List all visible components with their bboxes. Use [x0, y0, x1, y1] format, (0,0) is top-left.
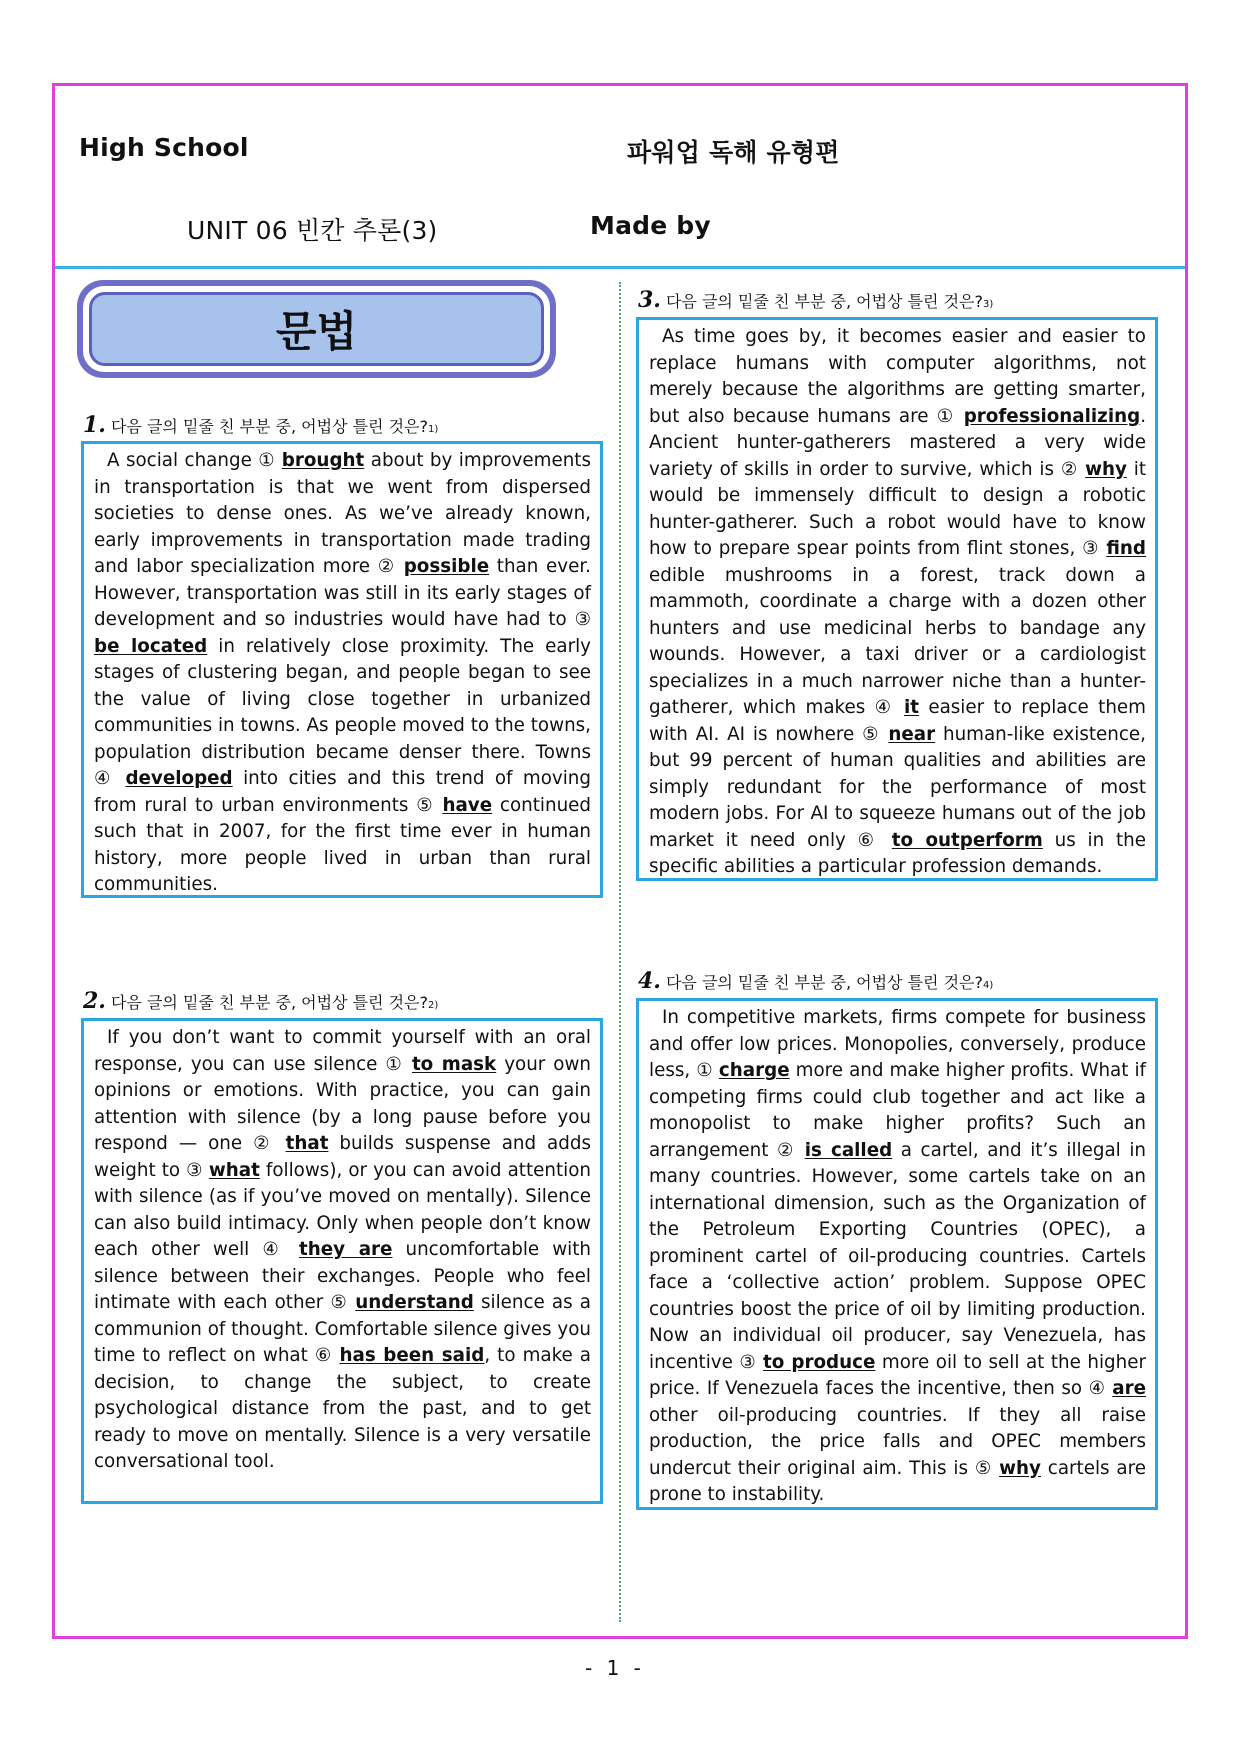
question-number: 1. — [83, 412, 106, 438]
passage-box — [81, 1018, 603, 1504]
underlined-option: have — [442, 794, 493, 816]
underlined-option: why — [1085, 458, 1127, 480]
footnote-marker: 2) — [428, 1000, 439, 1011]
footnote-marker: 4) — [983, 980, 994, 991]
header-level: High School — [79, 133, 249, 162]
underlined-option: charge — [718, 1060, 790, 1081]
question-number: 2. — [83, 988, 106, 1014]
section-title-badge — [77, 280, 556, 378]
underlined-option: to produce — [763, 1351, 876, 1373]
question-title — [83, 412, 438, 438]
question-number: 4. — [638, 968, 661, 994]
passage-text: If you don’t want to commit yourself with an oral response, you can use silence ① to mask your own opinions or emotions. With practice, you can gain attention with silence (by a long pause before you respond — one ② that builds suspense and adds weight to ③ what follows), or you can avoid attention with silence (as if you’ve moved on mentally). Silence can also build intimacy. Only when people don’t know each other well ④ they are uncomfortable with silence between their exchanges. People who feel intimate with each other ⑤ understand silence as a communion of thought. Comfortable silence gives you time to reflect on what ⑥ has been said, to make a decision, to change the subject, to create psychological distance from the past, and to get ready to move on mentally. Silence is a very versatile conversational tool. — [94, 1027, 592, 1472]
page-number: - 1 - — [585, 1656, 645, 1680]
question-prompt: 다음 글의 밑줄 친 부분 중, 어법상 틀린 것은? — [110, 993, 428, 1012]
header-book-title: 파워업 독해 유형편 — [627, 138, 840, 167]
question-title — [638, 968, 993, 994]
passage-text: As time goes by, it becomes easier and easier to replace humans with computer algorithms, not merely because the algorithms are getting smarter, but also because humans are ① professionalizing. Ancient hunter-gatherers mastered a very wide variety of skills in order to survive, which is ② why it would be immensely difficult to design a robotic hunter-gatherer. Such a robot would have to know how to prepare spear points from flint stones, ③ find edible mushrooms in a forest, track down a mammoth, coordinate a charge with a dozen other hunters and use medicinal herbs to bandage any wounds. However, a taxi driver or a cardiologist specializes in a much narrower niche than a hunter-gatherer, which makes ④ it easier to replace them with AI. AI is nowhere ⑤ near human-like existence, but 99 percent of human qualities and abilities are simply redundant for the performance of most modern jobs. For AI to squeeze humans out of the job market it need only ⑥ to outperform us in the specific abilities a particular profession demands. — [649, 326, 1146, 877]
header-made-by: Made by — [590, 211, 711, 240]
underlined-option: is called — [804, 1139, 893, 1161]
underlined-option: to outperform — [891, 829, 1043, 851]
passage-box — [81, 441, 603, 898]
underlined-option: that — [285, 1133, 329, 1154]
underlined-option: developed — [125, 768, 233, 789]
column-divider — [619, 282, 621, 1622]
underlined-option: possible — [403, 556, 490, 577]
passage-text: In competitive markets, firms compete for business and offer low prices. Monopolies, conversely, produce less, ① charge more and make higher profits. What if competing firms could club together and act like a monopolist to make higher profits? Such an arrangement ② is called a cartel, and it’s illegal in many countries. However, some cartels take on an international dimension, such as the Organization of the Petroleum Exporting Countries (OPEC), a prominent cartel of oil-producing countries. Cartels face a ‘collective action’ problem. Suppose OPEC countries boost the price of oil by limiting production. Now an individual oil producer, say Venezuela, has incentive ③ to produce more oil to sell at the higher price. If Venezuela faces the incentive, then so ④ are other oil-producing countries. If they all raise production, the price falls and OPEC members undercut their original aim. This is ⑤ why cartels are prone to instability. — [649, 1007, 1147, 1505]
underlined-option: are — [1112, 1378, 1146, 1399]
passage-box — [636, 998, 1158, 1510]
underlined-option: it — [903, 697, 919, 718]
underlined-option: brought — [281, 450, 365, 471]
question-title — [83, 988, 438, 1014]
underlined-option: near — [888, 723, 936, 745]
section-title: 문법 — [89, 292, 544, 366]
underlined-option: why — [999, 1457, 1041, 1479]
underlined-option: find — [1106, 538, 1146, 559]
underlined-option: to mask — [411, 1053, 497, 1075]
question-number: 3. — [638, 287, 661, 313]
footnote-marker: 1) — [428, 424, 439, 435]
underlined-option: be located — [94, 635, 208, 657]
header-divider — [55, 266, 1185, 269]
underlined-option: has been said — [339, 1345, 485, 1366]
question-prompt: 다음 글의 밑줄 친 부분 중, 어법상 틀린 것은? — [665, 973, 983, 992]
underlined-option: professionalizing — [963, 405, 1141, 427]
underlined-option: understand — [355, 1292, 474, 1313]
underlined-option: they are — [299, 1239, 393, 1260]
underlined-option: what — [208, 1159, 260, 1181]
question-title — [638, 287, 993, 313]
passage-box — [636, 317, 1158, 881]
header-unit: UNIT 06 빈칸 추론(3) — [187, 216, 438, 245]
footnote-marker: 3) — [983, 299, 994, 310]
question-prompt: 다음 글의 밑줄 친 부분 중, 어법상 틀린 것은? — [110, 417, 428, 436]
passage-text: A social change ① brought about by improvements in transportation is that we went from dispersed societies to dense ones. As we’ve already known, early improvements in transportation made trading and labor specialization more ② possible than ever. However, transportation was still in its early stages of development and so industries would have had to ③ be located in relatively close proximity. The early stages of clustering began, and people began to see the value of living close together in urbanized communities in towns. As people moved to the towns, population distribution became denser there. Towns ④ developed into cities and this trend of moving from rural to urban environments ⑤ have continued such that in 2007, for the first time ever in human history, more people lived in urban than rural communities. — [94, 450, 592, 895]
question-prompt: 다음 글의 밑줄 친 부분 중, 어법상 틀린 것은? — [665, 292, 983, 311]
